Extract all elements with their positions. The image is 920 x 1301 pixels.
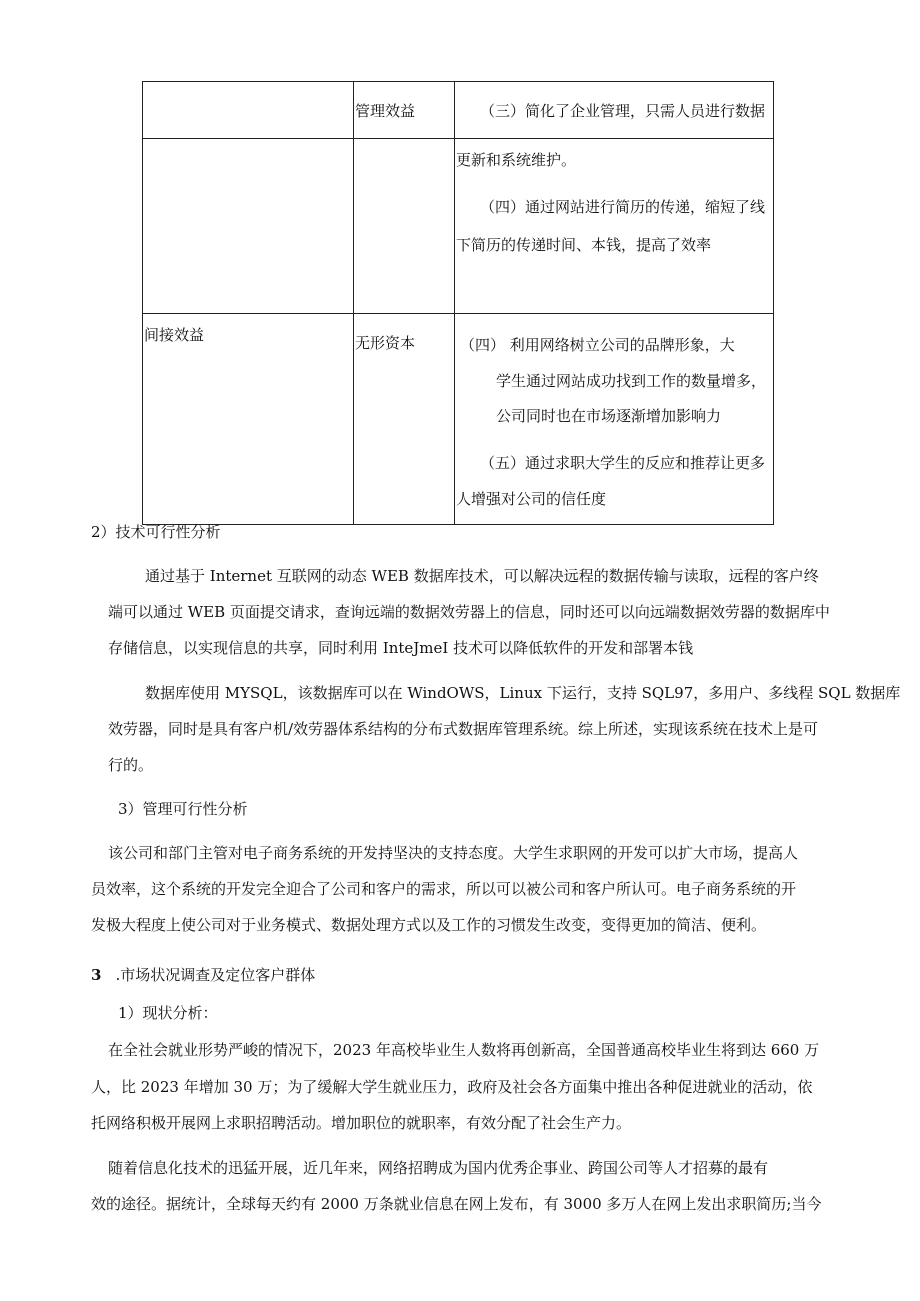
paragraph-line: 托网络积极开展网上求职招聘活动。增加职位的就职率，有效分配了社会生产力。 bbox=[91, 1114, 632, 1132]
paragraph-line: 存储信息，以实现信息的共享，同时利用 InteJmeI 技术可以降低软件的开发和部署本钱 bbox=[108, 639, 694, 657]
benefit-table bbox=[142, 81, 774, 525]
cell-text: （四）通过网站进行简历的传递，缩短了线 bbox=[480, 198, 766, 216]
paragraph-line: 效劳器，同时是具有客户机/效劳器体系结构的分布式数据库管理系统。综上所述，实现该系统在技术上是可 bbox=[108, 720, 819, 738]
paragraph-line: 行的。 bbox=[108, 756, 154, 774]
cell-text: 学生通过网站成功找到工作的数量增多， bbox=[496, 372, 767, 390]
table-row bbox=[143, 82, 774, 139]
section-heading-management: 3）管理可行性分析 bbox=[118, 800, 248, 818]
market-heading bbox=[91, 968, 315, 983]
paragraph-line: 随着信息化技术的迅猛开展，近几年来，网络招聘成为国内优秀企事业、跨国公司等人才招募的最有 bbox=[108, 1159, 769, 1177]
section-heading-technical: 2）技术可行性分析 bbox=[91, 523, 221, 541]
paragraph-line: 员效率，这个系统的开发完全迎合了公司和客户的需求，所以可以被公司和客户所认可。电子商务系统的开 bbox=[91, 880, 797, 898]
paragraph-line: 通过基于 Internet 互联网的动态 WEB 数据库技术，可以解决远程的数据传输与读取，远程的客户终 bbox=[145, 567, 819, 585]
paragraph-line: 数据库使用 MYSQL，该数据库可以在 WindOWS，Linux 下运行，支持 SQL97，多用户、多线程 SQL 数据库 bbox=[145, 684, 901, 702]
cell-text: 人增强对公司的信任度 bbox=[456, 490, 607, 508]
table-row bbox=[143, 314, 774, 525]
cell-label-intangible-assets: 无形资本 bbox=[355, 334, 416, 352]
table-cell bbox=[354, 82, 455, 139]
market-heading-title: .市场状况调查及定位客户群体 bbox=[115, 966, 316, 984]
cell-text: 下简历的传递时间、本钱，提高了效率 bbox=[456, 236, 712, 254]
subsection-heading-status: 1）现状分析： bbox=[118, 1004, 218, 1022]
paragraph-line: 发极大程度上使公司对于业务模式、数据处理方式以及工作的习惯发生改变，变得更加的简洁、便利。 bbox=[91, 916, 767, 934]
table-cell bbox=[455, 314, 774, 525]
cell-text: （五）通过求职大学生的反应和推荐让更多 bbox=[480, 454, 766, 472]
cell-text: （四） 利用网络树立公司的品牌形象，大 bbox=[460, 336, 735, 354]
table-row bbox=[143, 139, 774, 314]
paragraph-line: 效的途径。据统计，全球每天约有 2000 万条就业信息在网上发布，有 3000 多万人在网上发出求职简历;当今 bbox=[91, 1195, 822, 1213]
table-cell bbox=[143, 314, 354, 525]
table-cell bbox=[143, 82, 354, 139]
cell-label-management-benefit: 管理效益 bbox=[355, 102, 416, 120]
market-heading-number: 3 bbox=[91, 966, 102, 984]
paragraph-line: 在全社会就业形势严峻的情况下，2023 年高校毕业生人数将再创新高，全国普通高校毕业生将到达 660 万 bbox=[108, 1041, 820, 1059]
table-cell bbox=[455, 139, 774, 314]
table-cell bbox=[455, 82, 774, 139]
cell-text: 公司同时也在市场逐渐增加影响力 bbox=[496, 407, 722, 425]
cell-text: （三）简化了企业管理，只需人员进行数据 bbox=[480, 102, 766, 120]
table-cell bbox=[354, 139, 455, 314]
table-cell bbox=[143, 139, 354, 314]
paragraph-line: 端可以通过 WEB 页面提交请求，查询远端的数据效劳器上的信息，同时还可以向远端数据效劳器的数据库中 bbox=[108, 603, 830, 621]
table-cell bbox=[354, 314, 455, 525]
paragraph-line: 该公司和部门主管对电子商务系统的开发持坚决的支持态度。大学生求职网的开发可以扩大市场，提高人 bbox=[108, 844, 799, 862]
cell-text: 更新和系统维护。 bbox=[456, 151, 577, 169]
paragraph-line: 人，比 2023 年增加 30 万；为了缓解大学生就业压力，政府及社会各方面集中推出各种促进就业的活动，依 bbox=[91, 1078, 813, 1096]
cell-label-indirect-benefit: 间接效益 bbox=[144, 326, 205, 344]
